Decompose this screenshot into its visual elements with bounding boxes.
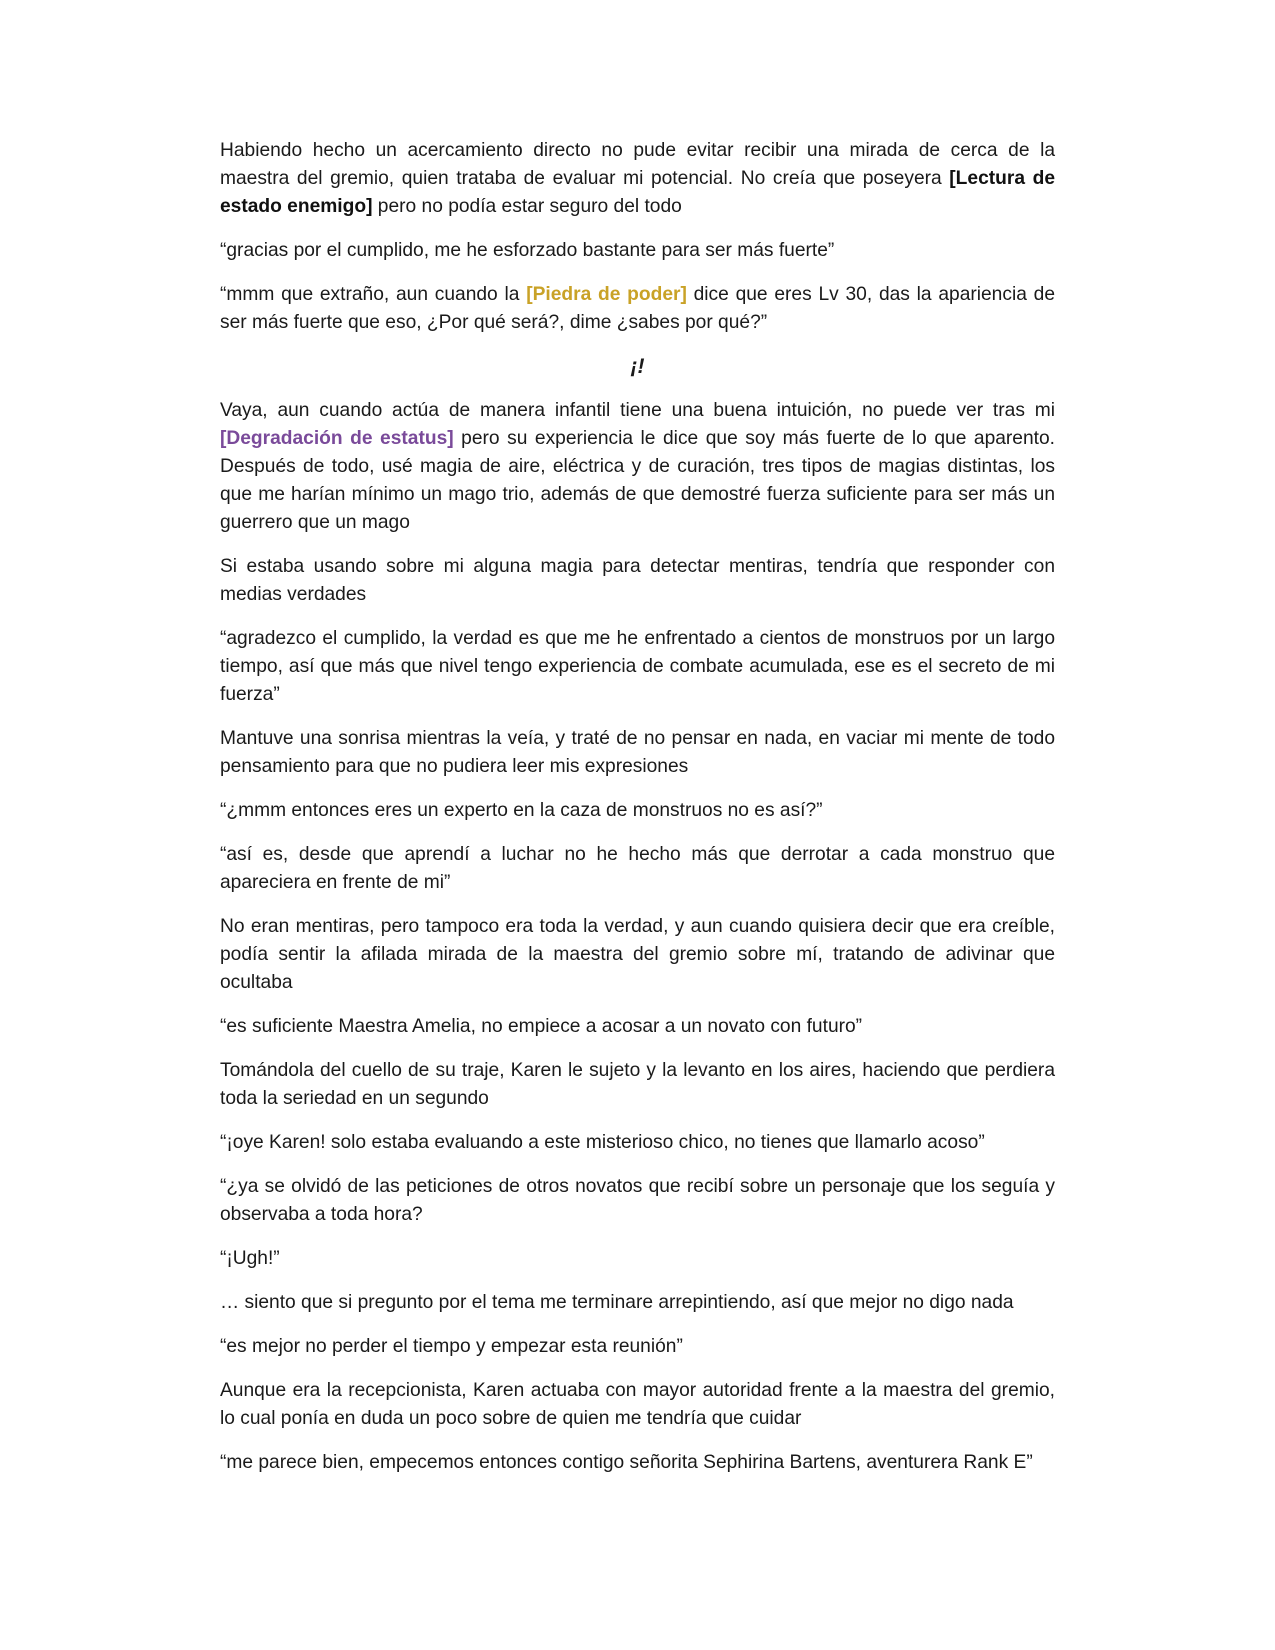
paragraph bbox=[220, 625, 1055, 709]
text-run: “¿ya se olvidó de las peticiones de otros novatos que recibí sobre un personaje que los seguía y observaba a toda hora? bbox=[220, 1176, 1055, 1225]
paragraph bbox=[220, 841, 1055, 897]
paragraph bbox=[220, 913, 1055, 997]
text-run: “¿mmm entonces eres un experto en la caza de monstruos no es así?” bbox=[220, 800, 823, 821]
text-run: “¡Ugh!” bbox=[220, 1248, 280, 1269]
skill-name: [Lectura de estado enemigo] bbox=[220, 168, 1055, 217]
paragraph bbox=[220, 1013, 1055, 1041]
paragraph bbox=[220, 1057, 1055, 1113]
text-run: pero no podía estar seguro del todo bbox=[372, 196, 682, 217]
paragraph bbox=[220, 1173, 1055, 1229]
skill-name: [Degradación de estatus] bbox=[220, 428, 454, 449]
paragraph bbox=[220, 137, 1055, 221]
paragraph bbox=[220, 1245, 1055, 1273]
text-run: dice que eres Lv 30, das la apariencia de ser más fuerte que eso, ¿Por qué será?, dime ¿sabes por qué?” bbox=[220, 284, 1055, 333]
text-run: ¡! bbox=[630, 355, 645, 378]
text-run: Mantuve una sonrisa mientras la veía, y traté de no pensar en nada, en vaciar mi mente de todo pensamiento para que no pudiera leer mis expresiones bbox=[220, 728, 1055, 777]
text-run: … siento que si pregunto por el tema me terminare arrepintiendo, así que mejor no digo nada bbox=[220, 1292, 1014, 1313]
text-run: “me parece bien, empecemos entonces contigo señorita Sephirina Bartens, aventurera Rank E” bbox=[220, 1452, 1033, 1473]
paragraph bbox=[220, 725, 1055, 781]
text-run: “mmm que extraño, aun cuando la bbox=[220, 284, 527, 305]
skill-name: [Piedra de poder] bbox=[526, 284, 687, 305]
paragraph bbox=[220, 553, 1055, 609]
text-run: No eran mentiras, pero tampoco era toda la verdad, y aun cuando quisiera decir que era creíble, podía sentir la afilada mirada de la maestra del gremio sobre mí, tratando de adivinar que ocultaba bbox=[220, 916, 1055, 993]
text-run: “agradezco el cumplido, la verdad es que me he enfrentado a cientos de monstruos por un largo tiempo, así que más que nivel tengo experiencia de combate acumulada, ese es el secreto de mi fuerza” bbox=[220, 628, 1055, 705]
paragraph bbox=[220, 1377, 1055, 1433]
paragraph bbox=[220, 281, 1055, 337]
paragraph bbox=[220, 397, 1055, 537]
text-run: Aunque era la recepcionista, Karen actuaba con mayor autoridad frente a la maestra del gremio, lo cual ponía en duda un poco sobre de quien me tendría que cuidar bbox=[220, 1380, 1055, 1429]
section-break bbox=[220, 353, 1055, 381]
text-run: Habiendo hecho un acercamiento directo no pude evitar recibir una mirada de cerca de la maestra del gremio, quien trataba de evaluar mi potencial. No creía que poseyera bbox=[220, 140, 1055, 189]
text-run: “así es, desde que aprendí a luchar no he hecho más que derrotar a cada monstruo que apareciera en frente de mi” bbox=[220, 844, 1055, 893]
text-run: “es mejor no perder el tiempo y empezar esta reunión” bbox=[220, 1336, 683, 1357]
paragraph bbox=[220, 1333, 1055, 1361]
paragraph bbox=[220, 237, 1055, 265]
text-run: pero su experiencia le dice que soy más fuerte de lo que aparento. Después de todo, usé magia de aire, eléctrica y de curación, tres tipos de magias distintas, los que me harían mínimo un mago trio, además de que demostré fuerza suficiente para ser más un guerrero que un mago bbox=[220, 428, 1055, 533]
paragraph bbox=[220, 797, 1055, 825]
text-run: “es suficiente Maestra Amelia, no empiece a acosar a un novato con futuro” bbox=[220, 1016, 863, 1037]
text-run: “¡oye Karen! solo estaba evaluando a este misterioso chico, no tienes que llamarlo acoso” bbox=[220, 1132, 985, 1153]
paragraph bbox=[220, 1129, 1055, 1157]
text-run: Si estaba usando sobre mi alguna magia para detectar mentiras, tendría que responder con medias verdades bbox=[220, 556, 1055, 605]
text-run: Tomándola del cuello de su traje, Karen le sujeto y la levanto en los aires, haciendo que perdiera toda la seriedad en un segundo bbox=[220, 1060, 1055, 1109]
paragraph bbox=[220, 1289, 1055, 1317]
document-page bbox=[220, 137, 1055, 1493]
text-run: Vaya, aun cuando actúa de manera infantil tiene una buena intuición, no puede ver tras mi bbox=[220, 400, 1055, 421]
paragraph bbox=[220, 1449, 1055, 1477]
text-run: “gracias por el cumplido, me he esforzado bastante para ser más fuerte” bbox=[220, 240, 835, 261]
